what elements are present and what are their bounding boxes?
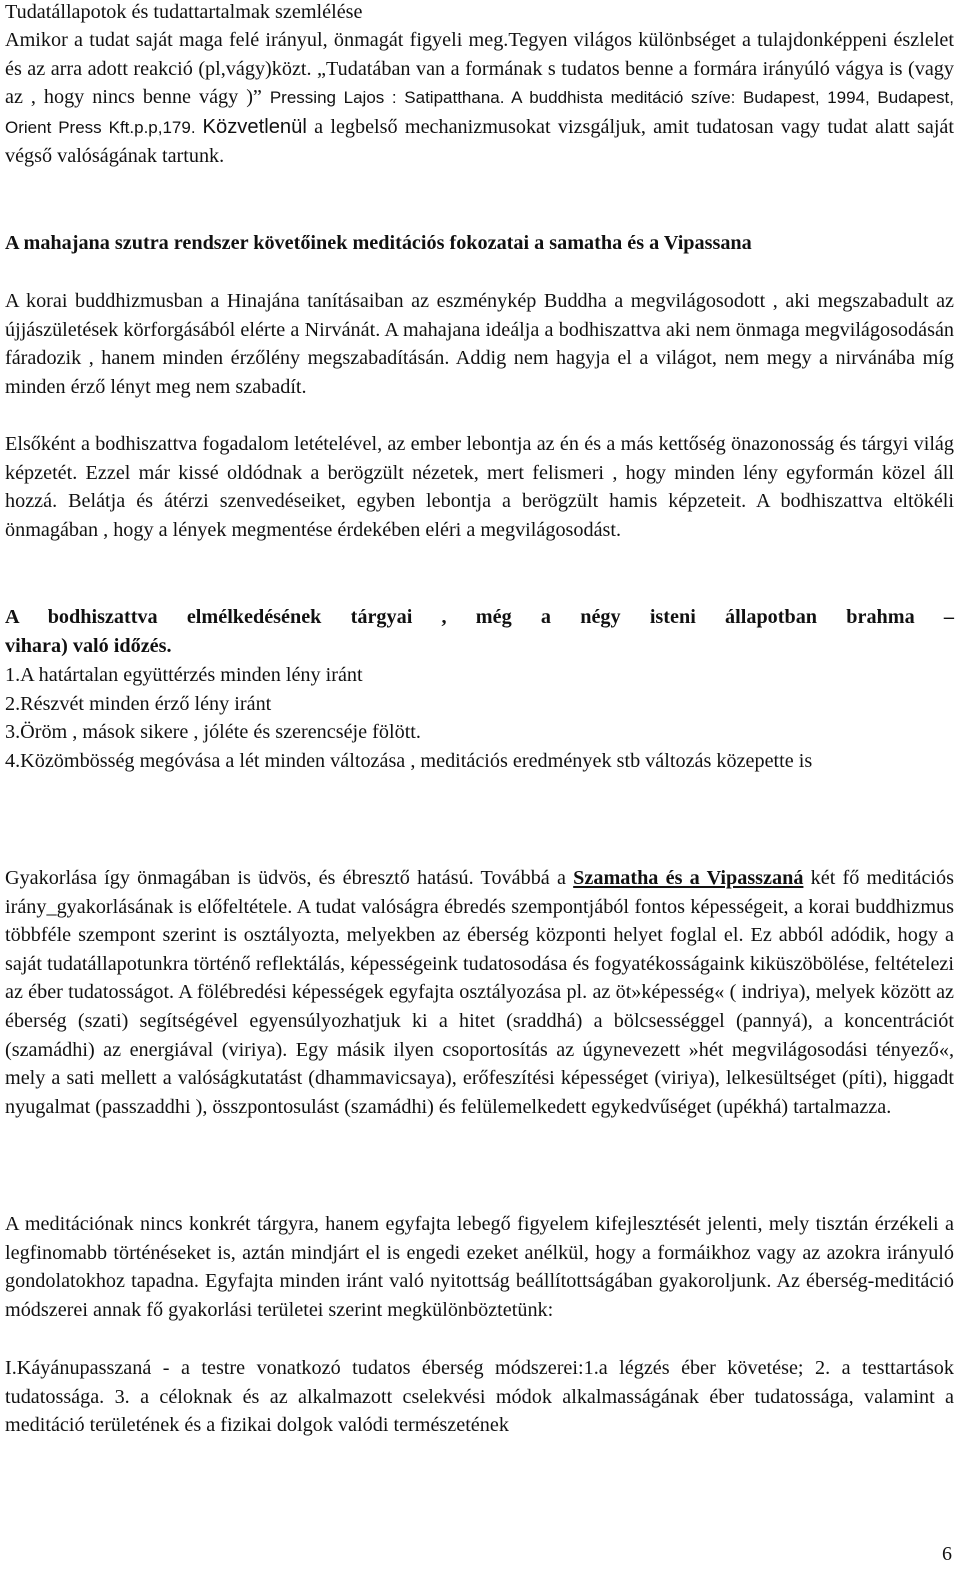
section1-paragraph-1: A korai buddhizmusban a Hinajána tanításaiban az eszménykép Buddha a megvilágosodott , aki megszabadult az újjászületések körforgásából elérte a Nirvánát. A mahajana ideálja a bodhiszattva aki nem önmaga megvilágosodásán fáradozik , hanem minden érzőlény megszabadításán. Addig nem hagyja el a világot, nem megy a nirvánába míg minden érző lényt meg nem szabadít.: [5, 290, 954, 398]
intro-paragraph: [5, 26, 954, 171]
list-item: 1.A határtalan együttérzés minden lény iránt: [5, 664, 363, 686]
section3-paragraph-2: A meditációnak nincs konkrét tárgyra, hanem egyfajta lebegő figyelem kifejlesztését jelenti, mely tisztán érzékeli a legfinomabb történéseket is, aztán mindjárt el is engedi ezeket anélkül, hogy a formáikhoz vagy az azokra irányuló gondolatokhoz tapadna. Egyfajta minden iránt való nyitottság beállítottságában gyakoroljunk. Az éberség-meditáció módszerei annak fő gyakorlási területei szerint megkülönböztetünk:: [5, 1213, 954, 1321]
citation-source: A buddhista meditáció szíve: Budapest, 1994, Budapest, Orient Press Kft.p.p,179.: [5, 88, 954, 137]
szamatha-vipasszana-link[interactable]: Szamatha és a Vipasszaná: [573, 867, 804, 889]
citation-continuation: Közvetlenül: [202, 115, 307, 138]
section3-paragraph-3: I.Káyánupasszaná - a testre vonatkozó tudatos éberség módszerei:1.a légzés éber követése; 2. a testtartások tudatossága. 3. a céloknak és az alkalmazott cselekvési módok alkalmasságának éber tudatossága, valamint a meditáció területének és a fizikai dolgok valódi természetének: [5, 1357, 954, 1437]
section1-paragraph-2: Elsőként a bodhiszattva fogadalom letételével, az ember lebontja az én és a más kettőség önazonosság és tárgyi világ képzetét. Ezzel már kissé oldódnak a berögzült nézetek, mert felismeri , hogy minden lény egyformán közel áll hozzá. Belátja és átérzi szenvedéseiket, egyben lebontja a berögzült hamis képzeteit. A bodhiszattva eltökéli önmagában , hogy a lények megmentése érdekében eléri a megvilágosodást.: [5, 433, 954, 541]
list-item: 3.Öröm , mások sikere , jóléte és szerencséje fölött.: [5, 721, 421, 743]
list-item: 2.Részvét minden érző lény iránt: [5, 693, 272, 715]
section2-heading-line2: vihara) való időzés.: [5, 635, 172, 657]
list-item: 4.Közömbösség megóvása a lét minden változása , meditációs eredmények stb változás közepette is: [5, 750, 813, 772]
intro-text-a: Amikor a tudat saját maga felé irányul, önmagát figyeli meg.Tegyen világos különbséget a tulajdonképpeni észlelet és az arra adott reakció (pl,vágy)közt. „Tudatában van a formának s tudatos benne a formára irányúló vágya is (vagy az , hogy nincs benne vágy )”: [5, 29, 954, 109]
section2-heading-line1: A bodhiszattva elmélkedésének tárgyai , még a négy isteni állapotban brahma –: [5, 606, 954, 628]
section3-text-before: Gyakorlása így önmagában is üdvös, és ébresztő hatású. Továbbá a: [5, 867, 574, 889]
citation-author: Pressing Lajos : Satipatthana.: [269, 88, 512, 108]
page-number: 6: [942, 1543, 952, 1565]
intro-text-b: a legbelső mechanizmusokat vizsgáljuk, amit tudatosan vagy tudat alatt saját végső valóságának tartunk.: [5, 115, 955, 168]
intro-heading: Tudatállapotok és tudattartalmak szemlélése: [5, 1, 363, 23]
section1-heading: A mahajana szutra rendszer követőinek meditációs fokozatai a samatha és a Vipassana: [5, 232, 752, 254]
section3-text-after: két fő meditációs irány_gyakorlásának is előfeltétele. A tudat valóságra ébredés szempontjából fontos képességeit, a korai buddhizmus többféle szempont szerint is osztályozta, melyekben az éberség központi helyet foglal el. Ez abból adódik, hogy a saját tudatállapotunkra történő reflektálás, képességeink tudatosodása és fogyatékosságaink kiküszöbölése, feltételezi az éber tudatosságot. A fölébredési képességek egyfajta osztályozása pl. az öt»képesség« ( indriya), melyek között az éberség (szati) segítségével egyensúlyozhatjuk ki a hitet (sraddhá) a bölcsességgel (pannyá), a koncentrációt (szamádhi) az energiával (viriya). Egy másik ilyen csoportosítás az úgynevezett »hét megvilágosodási tényező«, mely a sati mellett a valóságkutatást (dhammavicsaya), erőfeszítési képességet (viriya), lelkesültséget (píti), higgadt nyugalmat (passzaddhi ), összpontosulást (szamádhi) és felülemelkedett egykedvűséget (upékhá) tartalmazza.: [5, 867, 954, 1118]
section3-paragraph-1: [5, 864, 954, 1121]
